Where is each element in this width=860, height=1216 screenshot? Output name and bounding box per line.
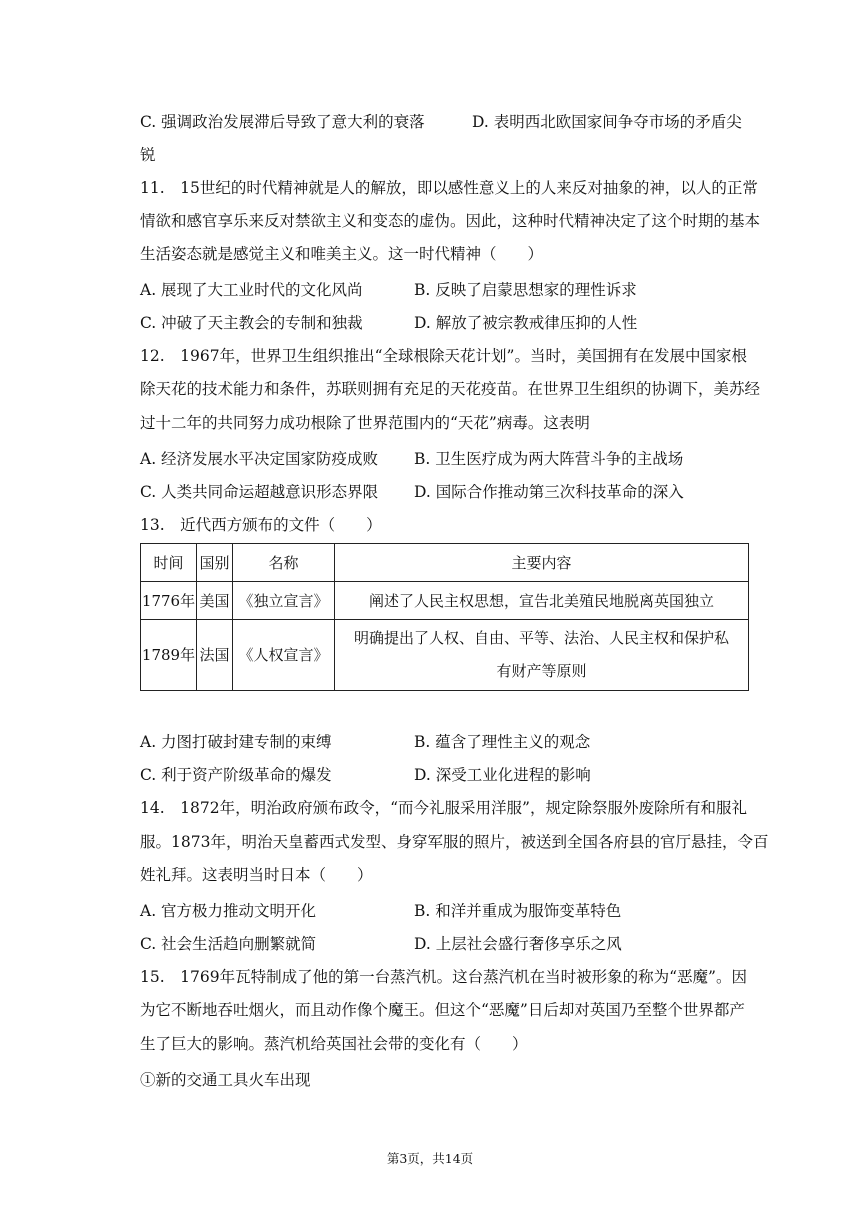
q11-stem-line-3: 生活姿态就是感觉主义和唯美主义。这一时代精神（ ） [140,245,544,263]
q12-option-d: D. 国际合作推动第三次科技革命的深入 [414,483,684,501]
documents-table [140,543,749,691]
q11-stem-line-1: 11. 15世纪的时代精神就是人的解放，即以感性意义上的人来反对抽象的神，以人的正常 [140,179,758,197]
table-header-cell: 国别 [197,544,233,582]
q15-stem-line-1: 15. 1769年瓦特制成了他的第一台蒸汽机。这台蒸汽机在当时被形象的称为“恶魔”。因 [140,968,747,986]
q11-option-b: B. 反映了启蒙思想家的理性诉求 [414,281,637,299]
q14-stem-line-3: 姓礼拜。这表明当时日本（ ） [140,866,373,884]
table-header-cell: 主要内容 [335,544,749,582]
table-cell: 1789年 [141,620,197,691]
q12-option-c: C. 人类共同命运超越意识形态界限 [140,483,379,501]
q15-stem-line-3: 生了巨大的影响。蒸汽机给英国社会带的变化有（ ） [140,1035,528,1053]
q12-stem-line-3: 过十二年的共同努力成功根除了世界范围内的“天花”病毒。这表明 [140,414,590,432]
q10-option-d-continued: 锐 [140,146,156,164]
q15-stem-line-2: 为它不断地吞吐烟火，而且动作像个魔王。但这个“恶魔”日后却对英国乃至整个世界都产 [140,1001,745,1019]
q14-option-c: C. 社会生活趋向删繁就简 [140,935,317,953]
q13-option-c: C. 利于资产阶级革命的爆发 [140,766,332,784]
table-row [141,582,749,620]
q13-option-a: A. 力图打破封建专制的束缚 [140,733,332,751]
q12-stem-line-1: 12. 1967年，世界卫生组织推出“全球根除天花计划”。当时，美国拥有在发展中国家根 [140,347,747,365]
table-cell [335,620,749,691]
q13-option-d: D. 深受工业化进程的影响 [414,766,591,784]
q10-option-c: C. 强调政治发展滞后导致了意大利的衰落 [140,113,425,131]
table-header-cell: 名称 [233,544,335,582]
table-cell: 美国 [197,582,233,620]
q14-stem-line-2: 服。1873年，明治天皇蓄西式发型、身穿军服的照片，被送到全国各府县的官厅悬挂，令百 [140,833,769,851]
q14-option-d: D. 上层社会盛行奢侈享乐之风 [414,935,622,953]
table-header-row [141,544,749,582]
q14-stem-line-1: 14. 1872年，明治政府颁布政令，“而今礼服采用洋服”，规定除祭服外废除所有和服礼 [140,799,747,817]
q10-option-d: D. 表明西北欧国家间争夺市场的矛盾尖 [472,113,742,131]
q11-option-c: C. 冲破了天主教会的专制和独裁 [140,314,363,332]
table-row [141,620,749,691]
q14-option-a: A. 官方极力推动文明开化 [140,902,317,920]
table-cell-line: 有财产等原则 [496,662,587,680]
q12-option-a: A. 经济发展水平决定国家防疫成败 [140,450,379,468]
table-cell: 《人权宣言》 [233,620,335,691]
table-cell-line: 明确提出了人权、自由、平等、法治、人民主权和保护私 [353,629,729,647]
q12-stem-line-2: 除天花的技术能力和条件，苏联则拥有充足的天花疫苗。在世界卫生组织的协调下，美苏经 [140,380,761,398]
table-cell: 法国 [197,620,233,691]
q11-stem-line-2: 情欲和感官享乐来反对禁欲主义和变态的虚伪。因此，这种时代精神决定了这个时期的基本 [140,212,761,230]
table-cell: 《独立宣言》 [233,582,335,620]
table-cell: 阐述了人民主权思想，宣告北美殖民地脱离英国独立 [335,582,749,620]
q11-option-a: A. 展现了大工业时代的文化风尚 [140,281,363,299]
table-cell: 1776年 [141,582,197,620]
table-header-cell: 时间 [141,544,197,582]
q14-option-b: B. 和洋并重成为服饰变革特色 [414,902,622,920]
q13-option-b: B. 蕴含了理性主义的观念 [414,733,591,751]
page-footer: 第3页，共14页 [386,1151,474,1166]
q11-option-d: D. 解放了被宗教戒律压抑的人性 [414,314,638,332]
q12-option-b: B. 卫生医疗成为两大阵营斗争的主战场 [414,450,684,468]
q13-stem: 13. 近代西方颁布的文件（ ） [140,516,382,534]
q15-item-1: ①新的交通工具火车出现 [140,1071,311,1089]
